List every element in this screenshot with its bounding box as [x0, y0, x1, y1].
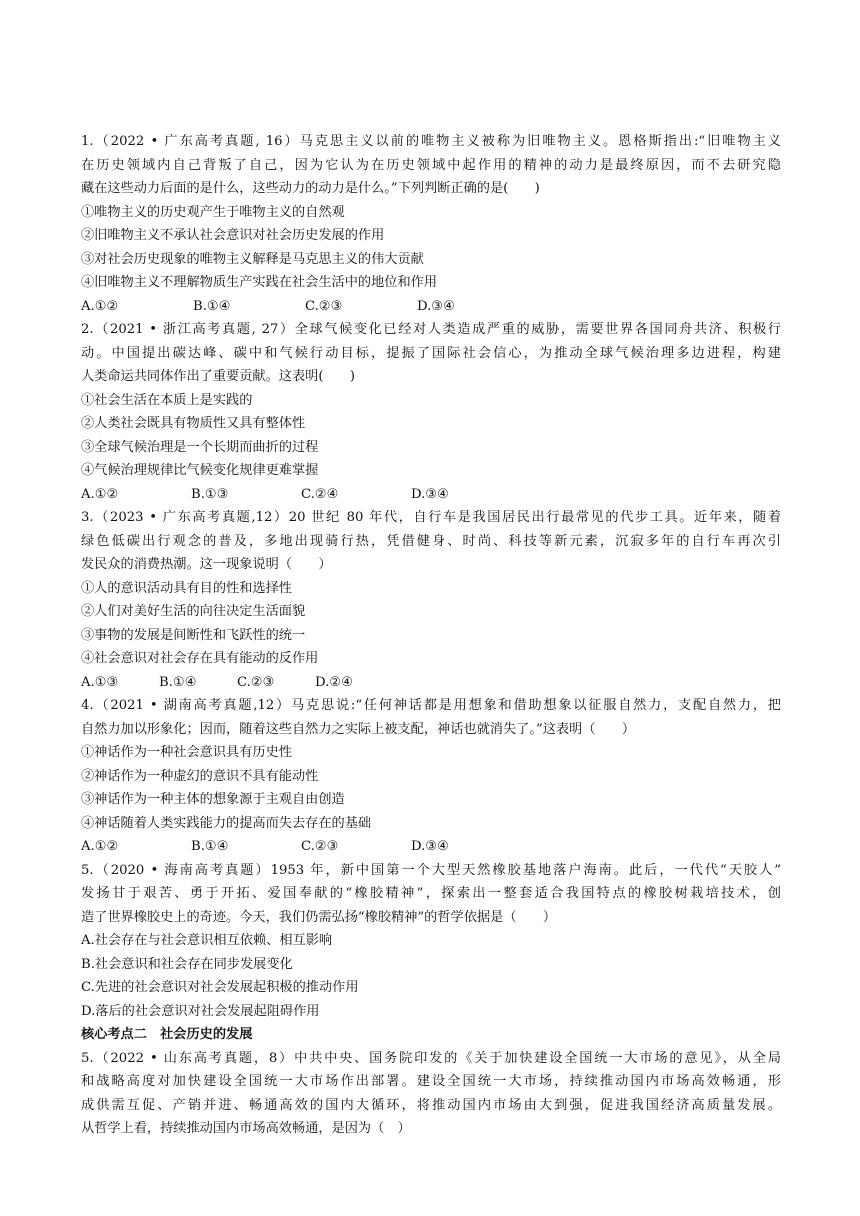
option-a: A.①② — [81, 839, 119, 854]
question-1 — [81, 130, 781, 318]
question-stem-line: 成供需互促、产销并进、畅通高效的国内大循环，将推动国内市场由大到强，促进我国经济高质量发展。 — [81, 1097, 781, 1113]
section-heading: 核心考点二 社会历史的发展 — [81, 1027, 253, 1042]
question-stem-line: 和战略高度对加快建设全国统一大市场作出部署。建设全国统一大市场，持续推动国内市场高效畅通，形 — [81, 1074, 781, 1089]
statement-item: ①人的意识活动具有目的性和选择性 — [81, 580, 292, 596]
question-2 — [81, 318, 781, 506]
option-b: B.①④ — [191, 839, 229, 854]
option-b: B.①③ — [191, 486, 229, 502]
document-body — [81, 130, 781, 1141]
question-stem-line: 造了世界橡胶史上的奇迹。今天，我们仍需弘扬“橡胶精神”的哲学依据是（ ） — [81, 909, 557, 925]
option-d: D.③④ — [411, 486, 449, 502]
question-4 — [81, 694, 781, 859]
statement-item: ④气候治理规律比气候变化规律更难掌握 — [81, 463, 319, 478]
option-a: A.①② — [81, 298, 119, 314]
option-b: B.①④ — [193, 298, 231, 314]
statement-item: ④旧唯物主义不理解物质生产实践在社会生活中的地位和作用 — [81, 275, 438, 290]
option-c: C.②④ — [301, 486, 339, 502]
statement-item: ②神话作为一种虚幻的意识不具有能动性 — [81, 768, 319, 784]
option-b: B.社会意识和社会存在同步发展变化 — [81, 956, 293, 972]
question-stem-line: 人类命运共同体作出了重要贡献。这表明( ) — [81, 369, 356, 384]
question-stem-line: 动。中国提出碳达峰、碳中和气候行动目标，提振了国际社会信心，为推动全球气候治理多边进程，构建 — [81, 345, 781, 361]
statement-item: ①神话作为一种社会意识具有历史性 — [81, 745, 292, 760]
option-a: A.①③ — [81, 674, 119, 690]
statement-item: ④神话随着人类实践能力的提高而失去存在的基础 — [81, 815, 372, 831]
statement-item: ④社会意识对社会存在具有能动的反作用 — [81, 651, 319, 666]
option-c: C.②③ — [301, 839, 339, 854]
option-c: C.②③ — [305, 298, 343, 314]
option-b: B.①④ — [159, 674, 197, 690]
answer-options — [81, 483, 781, 507]
option-d: D.落后的社会意识对社会发展起阻碍作用 — [81, 1003, 320, 1019]
statement-item: ③全球气候治理是一个长期而曲折的过程 — [81, 439, 319, 455]
option-a: A.社会存在与社会意识相互依赖、相互影响 — [81, 933, 333, 948]
statement-item: ③对社会历史现象的唯物主义解释是马克思主义的伟大贡献 — [81, 251, 424, 267]
question-stem-line: 3.（2023 • 广东高考真题,12）20 世纪 80 年代，自行车是我国居民出行最常见的代步工具。近年来，随着 — [81, 510, 781, 525]
option-a: A.①② — [81, 486, 119, 502]
statement-item: ③事物的发展是间断性和飞跃性的统一 — [81, 627, 306, 643]
answer-options — [81, 835, 781, 859]
statement-item: ③神话作为一种主体的想象源于主观自由创造 — [81, 792, 345, 807]
option-d: D.③④ — [417, 298, 455, 314]
option-d: D.③④ — [411, 839, 449, 854]
question-3 — [81, 506, 781, 694]
option-d: D.②④ — [315, 674, 353, 690]
question-stem-line: 4.（2021 • 湖南高考真题,12）马克思说:“任何神话都是用想象和借助想象以征服自然力，支配自然力，把 — [81, 698, 781, 713]
statement-item: ②旧唯物主义不承认社会意识对社会历史发展的作用 — [81, 228, 385, 243]
question-stem-line: 自然力加以形象化；因而，随着这些自然力之实际上被支配，神话也就消失了。”这表明（ ） — [81, 721, 636, 737]
question-stem-line: 5.（2020 • 海南高考真题）1953 年，新中国第一个大型天然橡胶基地落户海南。此后，一代代“天胶人” — [81, 862, 781, 878]
question-stem-line: 从哲学上看，持续推动国内市场高效畅通，是因为（ ） — [81, 1121, 411, 1136]
question-stem-line: 发民众的消费热潮。这一现象说明（ ） — [81, 557, 332, 572]
question-stem-line: 绿色低碳出行观念的普及，多地出现骑行热，凭借健身、时尚、科技等新元素，沉寂多年的自行车再次引 — [81, 533, 781, 549]
answer-options — [81, 295, 781, 319]
question-5 — [81, 859, 781, 1024]
statement-item: ①唯物主义的历史观产生于唯物主义的自然观 — [81, 204, 345, 220]
question-stem-line: 1.（2022 • 广东高考真题, 16）马克思主义以前的唯物主义被称为旧唯物主义。恩格斯指出:“旧唯物主义 — [81, 134, 781, 149]
option-c: C.②③ — [237, 674, 275, 690]
answer-options — [81, 671, 781, 695]
statement-item: ①社会生活在本质上是实践的 — [81, 392, 253, 408]
statement-item: ②人们对美好生活的向往决定生活面貌 — [81, 604, 306, 619]
option-c: C.先进的社会意识对社会发展起积极的推动作用 — [81, 980, 359, 995]
question-final — [81, 1047, 781, 1141]
question-stem-line: 发扬甘于艰苦、勇于开拓、爱国奉献的“橡胶精神”，探索出一整套适合我国特点的橡胶树栽培技术，创 — [81, 886, 781, 901]
question-stem-line: 5.（2022 • 山东高考真题，8）中共中央、国务院印发的《关于加快建设全国统一大市场的意见》，从全局 — [81, 1050, 781, 1066]
question-stem-line: 2.（2021 • 浙江高考真题, 27）全球气候变化已经对人类造成严重的威胁，需要世界各国同舟共济、积极行 — [81, 322, 781, 337]
question-stem-line: 在历史领域内自己背叛了自己，因为它认为在历史领域中起作用的精神的动力是最终原因，而不去研究隐 — [81, 157, 781, 173]
statement-item: ②人类社会既具有物质性又具有整体性 — [81, 416, 306, 431]
question-stem-line: 藏在这些动力后面的是什么，这些动力的动力是什么。”下列判断正确的是( ) — [81, 181, 540, 196]
